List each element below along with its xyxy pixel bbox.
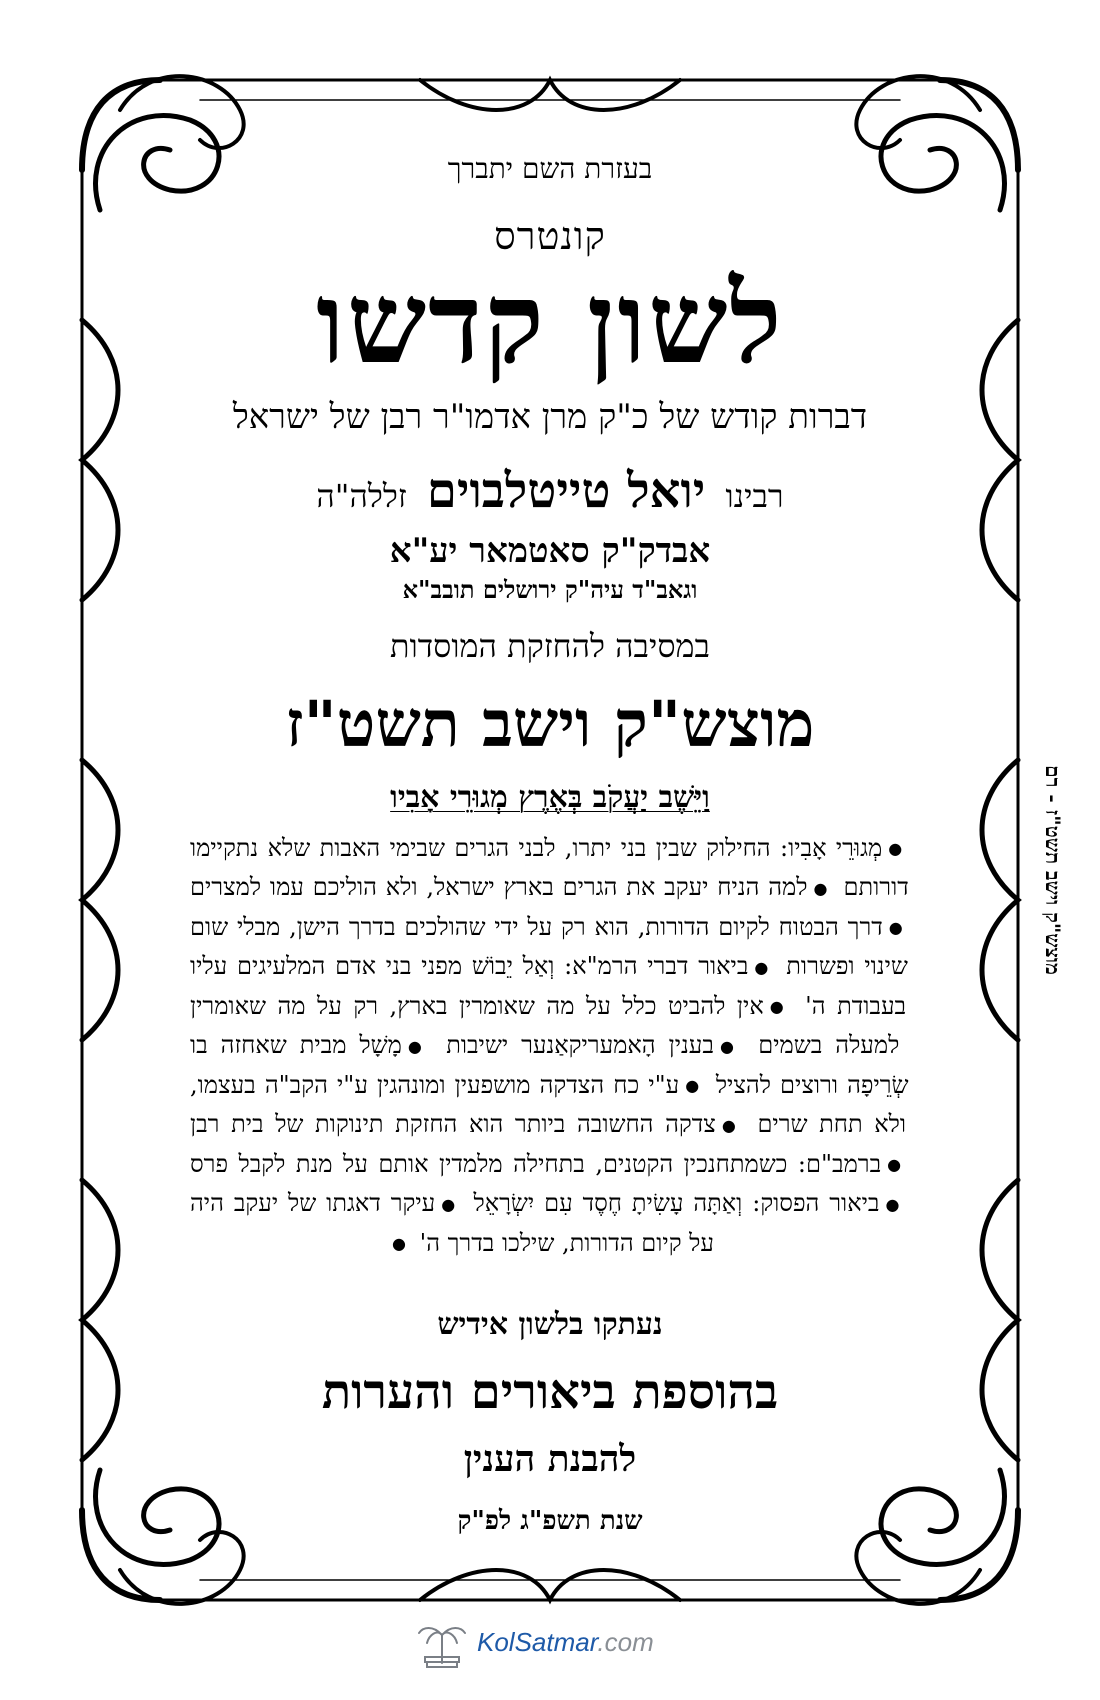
summary-item: ע"י כח הצדקה מושפעין ומונהגין ע"י הקב"ה בעצמו, ולא תחת שרים	[190, 1070, 906, 1139]
side-label: מוצש"ק וישב תשט"ז - רם	[1041, 765, 1065, 975]
bullet-icon: ●	[813, 878, 829, 898]
bullet-icon: ●	[885, 1194, 902, 1214]
year-line: שנת תשפ"ג לפ"ק	[457, 1506, 643, 1537]
summary-item: צדקה החשובה ביותר הוא החזקת תינוקות של בית רבן	[190, 1110, 716, 1139]
av-beis-din-line: אבדק"ק סאטמאר יע"א	[389, 530, 711, 571]
event-line: במסיבה להחזקת המוסדות	[390, 626, 710, 665]
bullet-icon: ●	[441, 1194, 458, 1214]
summary-item: אין להביט כלל על מה שאומרין בארץ, רק על מה שאומרין למעלה בשמים	[190, 991, 900, 1060]
rebbe-name: יואל טייטלבוים	[426, 462, 706, 519]
title-page-content	[180, 130, 920, 1560]
summary-item: בענין הָאמעריקאַנער ישיבות	[446, 1031, 714, 1060]
brand-main: KolSatmar	[477, 1627, 598, 1657]
blessing-heading: בעזרת השם יתברך	[447, 152, 653, 185]
footer-brand[interactable]	[415, 1615, 695, 1675]
rebbe-prefix: רבינו	[725, 476, 784, 515]
gaavad-line: וגאב"ד עיה"ק ירושלים תובב"א	[402, 574, 698, 604]
summary-item: ביאור דברי הרמ"א: וְאַל יֵבוֹשׁ מפני בני אדם המלעיגים עליו בעבודת ה'	[190, 952, 907, 1020]
bullet-icon: ●	[721, 1115, 740, 1135]
bullet-icon: ●	[769, 997, 788, 1017]
brand-suffix: .com	[597, 1627, 654, 1657]
subtitle: דברות קודש של כ"ק מרן אדמו"ר רבן של ישראל	[232, 396, 868, 437]
parsha-heading: מוצש"ק וישב תשט"ז	[285, 686, 815, 762]
understanding-line: להבנת הענין	[463, 1438, 637, 1481]
rebbe-suffix: זללה"ה	[316, 476, 407, 515]
bullet-icon: ●	[754, 957, 771, 977]
brand-text[interactable]	[477, 1627, 654, 1658]
bullet-icon: ●	[685, 1076, 701, 1096]
bullet-icon: ●	[407, 1036, 428, 1056]
translated-line: נעתקו בלשון אידיש	[437, 1307, 663, 1343]
rebbe-line	[180, 463, 920, 519]
bullet-icon: ●	[392, 1234, 406, 1254]
pasuk-line: וַיֵּשֶׁב יַעֲקֹב בְּאֶרֶץ מְגוּרֵי אָבִיו	[390, 779, 710, 815]
summary-item: ברמב"ם: כשמתחנכין הקטנים, בתחילה מלמדין אותם על מנת לקבל פרס	[190, 1149, 882, 1178]
summary-paragraph	[190, 829, 910, 1264]
summary-item: דרך הבטוח לקיום הדורות, הוא רק על ידי שהולכים בדרך הישן, מבלי שום שינוי ופשרות	[190, 912, 908, 981]
summary-item: ביאור הפסוק: וְאַתָּה עָשִׂיתָ חֶסֶד עִם יִשְׂרָאֵל	[473, 1189, 880, 1218]
bullet-icon: ●	[887, 1155, 904, 1175]
summary-item: למה הניח יעקב את הגרים בארץ ישראל, ולא הוליכם עמו למצרים	[190, 873, 808, 902]
summary-item: עיקר דאגתו של יעקב היה על קיום הדורות, שילכו בדרך ה'	[190, 1189, 714, 1257]
bullet-icon: ●	[719, 1036, 740, 1056]
summary-item: מְגוּרֵי אָבִיו: החילוק שבין בני יתרו, לבני הגרים שבימי האבות שלא נתקיימו דורותם	[190, 833, 909, 902]
main-title: לשון קדשו	[316, 258, 784, 389]
palm-tree-books-icon	[415, 1619, 469, 1669]
bullet-icon: ●	[888, 839, 904, 859]
kuntres-label: קונטרס	[494, 214, 606, 258]
bullet-icon: ●	[888, 918, 904, 938]
summary-item: מָשָׁל מבית שאחזה בו שְׂרֵיפָה ורוצים להציל	[190, 1031, 909, 1099]
additions-line: בהוספת ביאורים והערות	[321, 1364, 779, 1421]
